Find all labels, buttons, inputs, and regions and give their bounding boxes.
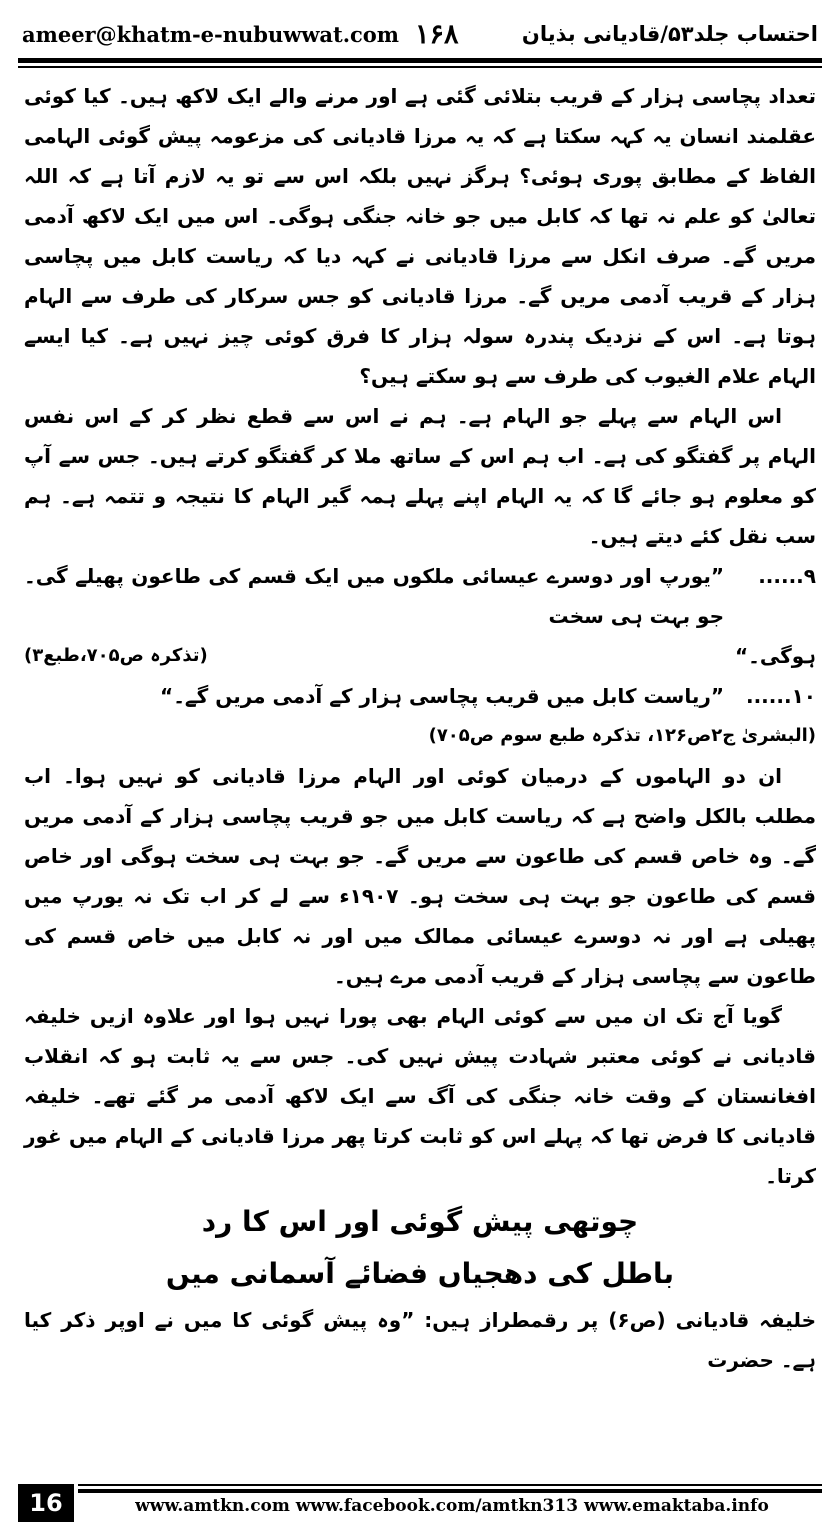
quote-9-reference: (تذکرہ ص۷۰۵،طبع۳): [24, 645, 208, 666]
header-rule-thin: [18, 66, 822, 68]
paragraph-3: ان دو الہاموں کے درمیان کوئی اور الہام مرزا قادیانی کو نہیں ہوا۔ اب مطلب بالکل واضح ہے کہ ریاست کابل میں جو قریب پچاسی ہزار کے آدمی مریں گے۔ وہ خاص قسم کی طاعون سے مریں گے۔ جو بہت ہی سخت ہوگی اور خاص قسم کی طاعون جو بہت ہی سخت ہو۔ ۱۹۰۷ء سے لے کر اب تک نہ یورپ میں پھیلی ہے اور نہ دوسرے عیسائی ممالک میں اور نہ کابل میں خاص قسم کی طاعون سے پچاسی ہزار کے قریب آدمی مرے ہیں۔: [24, 764, 816, 988]
quote-9: [24, 556, 816, 636]
header-email: ameer@khatm-e-nubuwwat.com: [22, 21, 400, 47]
header-page-number: ۱۶۸: [415, 18, 459, 50]
footer-links: www.amtkn.com www.facebook.com/amtkn313 www.emaktaba.info: [135, 1496, 769, 1516]
quote-9-tail: [24, 636, 816, 676]
page-body: [24, 76, 816, 1380]
quote-9-text-end: ہوگی۔“: [735, 644, 816, 668]
section-heading-2: باطل کی دھجیاں فضائے آسمانی میں: [165, 1257, 675, 1290]
quote-9-text: ”یورپ اور دوسرے عیسائی ملکوں میں ایک قسم کی طاعون پھیلے گی۔ جو بہت ہی سخت: [24, 564, 724, 628]
quote-10-text: ”ریاست کابل میں قریب پچاسی ہزار کے آدمی مریں گے۔“: [160, 684, 724, 708]
page-footer: [18, 1484, 822, 1524]
quote-10-reference: (البشریٰ ج۲ص۱۲۶، تذکرہ طبع سوم ص۷۰۵): [428, 725, 816, 746]
header-book-title: احتساب جلد۵۳/قادیانی بذیان: [521, 22, 818, 46]
quote-10: [24, 676, 816, 716]
paragraph-2: اس الہام سے پہلے جو الہام ہے۔ ہم نے اس سے قطع نظر کر کے اس نفس الہام پر گفتگو کی ہے۔ اب ہم اس کے ساتھ ملا کر گفتگو کرتے ہیں۔ جس سے آپ کو معلوم ہو جائے گا کہ یہ الہام اپنے پہلے ہمہ گیر الہام کا نتیجہ و تتمہ ہے۔ ہم سب نقل کئے دیتے ہیں۔: [24, 404, 816, 548]
section-heading-1: چوتھی پیش گوئی اور اس کا رد: [201, 1205, 639, 1238]
quote-9-number: ۹......: [758, 564, 816, 588]
header-rule-thick: [18, 58, 822, 63]
paragraph-4: گویا آج تک ان میں سے کوئی الہام بھی پورا نہیں ہوا اور علاوہ ازیں خلیفہ قادیانی نے کوئی معتبر شہادت پیش نہیں کی۔ جس سے یہ ثابت ہو کہ انقلاب افغانستان کے وقت خانہ جنگی کی آگ سے ایک لاکھ آدمی مر گئے تھے۔ خلیفہ قادیانی کا فرض تھا کہ پہلے اس کو ثابت کرتا پھر مرزا قادیانی کے الہام میں غور کرتا۔: [24, 1004, 816, 1188]
paragraph-5: خلیفہ قادیانی (ص۶) پر رقمطراز ہیں: ”وہ پیش گوئی کا میں نے اوپر ذکر کیا ہے۔ حضرت: [24, 1308, 816, 1372]
paragraph-1: تعداد پچاسی ہزار کے قریب بتلائی گئی ہے اور مرنے والے ایک لاکھ ہیں۔ کیا کوئی عقلمند انسان یہ کہہ سکتا ہے کہ یہ مرزا قادیانی کی مزعومہ پیش گوئی الہامی الفاظ کے مطابق پوری ہوئی؟ ہرگز نہیں بلکہ اس سے تو یہ لازم آتا ہے کہ اللہ تعالیٰ کو علم نہ تھا کہ کابل میں جو خانہ جنگی ہوگی۔ اس میں ایک لاکھ آدمی مریں گے۔ صرف انکل سے مرزا قادیانی نے کہہ دیا کہ ریاست کابل میں پچاسی ہزار کے قریب آدمی مریں گے۔ مرزا قادیانی کو جس سرکار کی طرف سے الہام ہوتا ہے۔ اس کے نزدیک پندرہ سولہ ہزار کا فرق کوئی چیز نہیں ہے۔ کیا ایسے الہام علام الغیوب کی طرف سے ہو سکتے ہیں؟: [24, 84, 816, 388]
header-left: [22, 19, 459, 50]
footer-page-number: 16: [18, 1484, 74, 1522]
footer-rule-thick: [78, 1489, 822, 1493]
page-header: [22, 14, 818, 54]
quote-10-number: ۱۰......: [745, 684, 816, 708]
footer-rule-thin: [78, 1484, 822, 1486]
